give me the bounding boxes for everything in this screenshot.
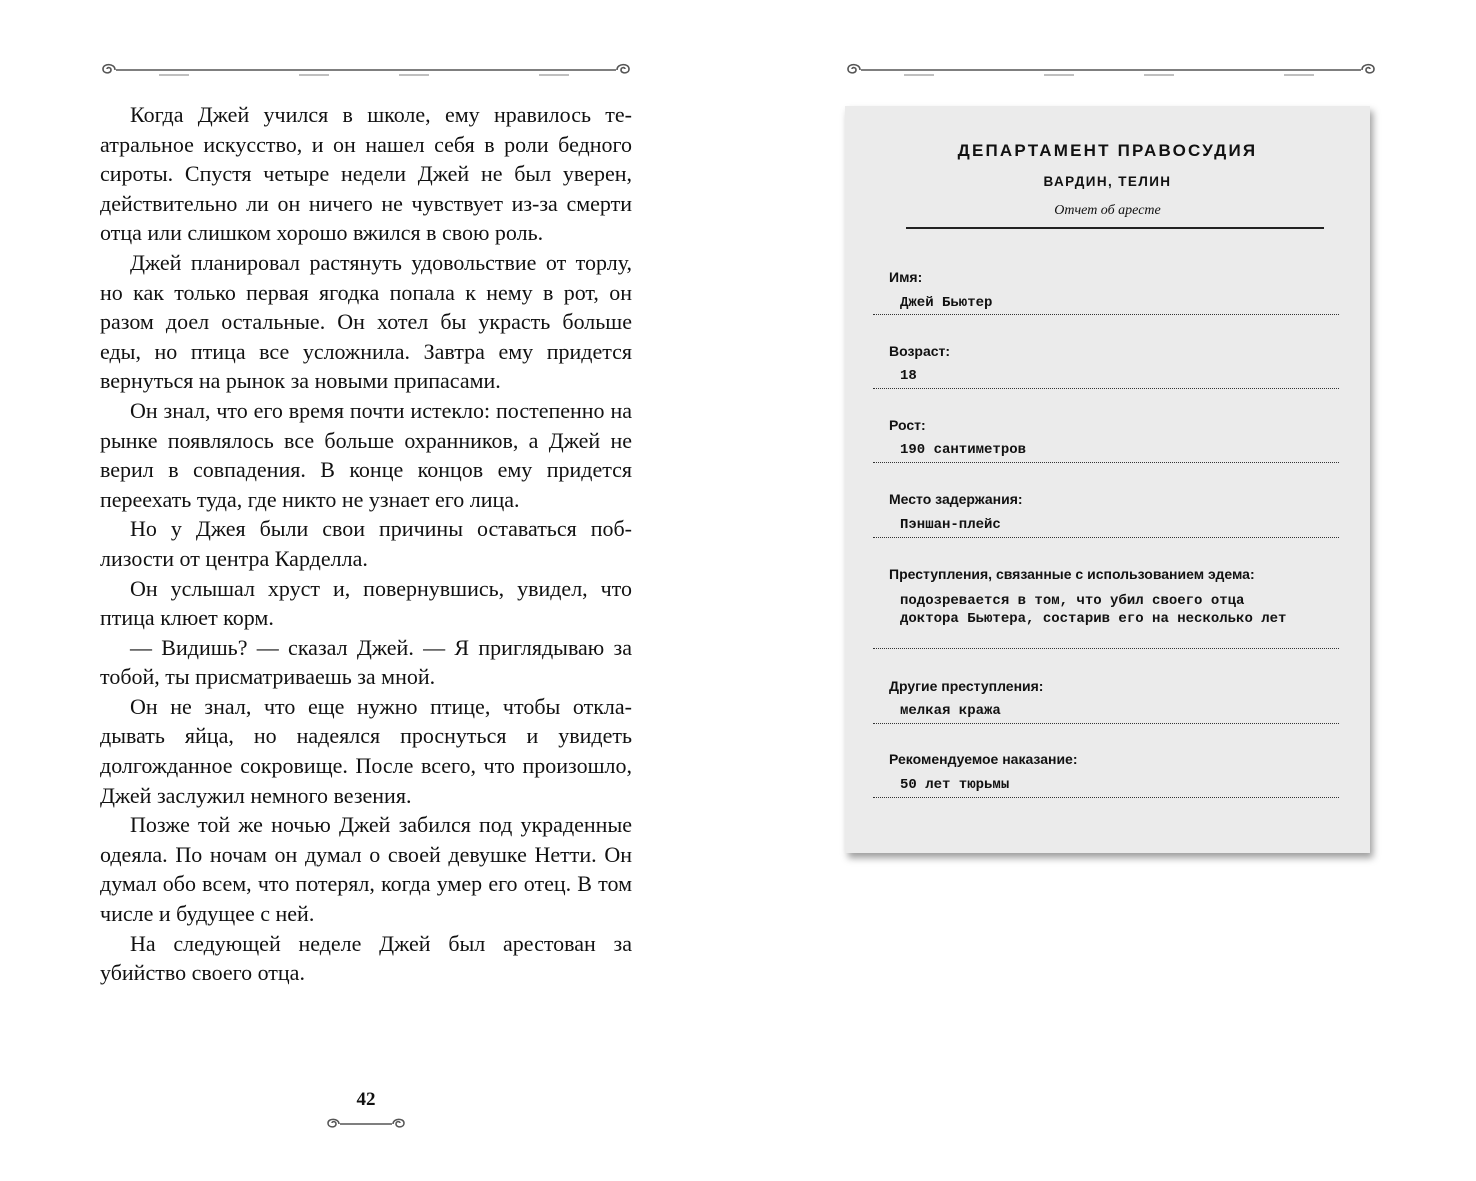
field-value-arrest-place: Пэншан-плейс — [900, 517, 1001, 533]
field-label-eden-crimes: Преступления, связанные с использованием эдема: — [889, 566, 1255, 582]
field-divider — [873, 537, 1339, 538]
field-value-other-crimes: мелкая кража — [900, 703, 1001, 719]
report-doc-type: Отчет об аресте — [1054, 203, 1161, 218]
page-number: 42 — [356, 1089, 376, 1110]
field-label-height: Рост: — [889, 417, 926, 433]
field-divider — [873, 462, 1339, 463]
field-divider — [873, 648, 1339, 649]
header-ornament-left — [99, 58, 633, 82]
paragraph: Он знал, что его время почти истекло: постепенно на рынке появлялось все больше охранников, а Джей не верил в совпадения. В конце концов ему придется переехать туда, где никто не узнает его лица. — [100, 397, 632, 512]
field-value-height: 190 сантиметров — [900, 442, 1027, 458]
field-value-eden-crimes: подозревается в том, что убил своего отца доктора Бьютера, состарив его на несколько лет — [900, 593, 1287, 627]
field-divider — [873, 797, 1339, 798]
paragraph: Джей планировал растянуть удовольствие от торлу, но как только первая ягодка попала к нему в рот, он разом доел остальные. Он хотел бы украсть больше еды, но птица все усложнила. Завтра ему придется вернуться на рынок за новыми припасами. — [100, 249, 632, 394]
body-text — [100, 100, 632, 988]
field-divider — [873, 388, 1339, 389]
field-divider — [873, 723, 1339, 724]
paragraph: Он услышал хруст и, повернувшись, увидел, что птица клюет корм. — [100, 575, 632, 631]
field-label-name: Имя: — [889, 269, 923, 285]
paragraph: — Видишь? — сказал Джей. — Я приглядываю за тобой, ты присматриваешь за мной. — [100, 634, 632, 690]
field-label-other-crimes: Другие преступления: — [889, 678, 1044, 694]
paragraph: На следующей неделе Джей был арестован за убийство своего отца. — [100, 930, 632, 986]
field-label-punishment: Рекомендуемое наказание: — [889, 751, 1078, 767]
report-header-rule — [906, 227, 1324, 229]
field-value-name: Джей Бьютер — [900, 295, 993, 311]
header-ornament-right — [844, 58, 1378, 82]
paragraph: Но у Джея были свои причины оставаться поблизости от центра Карделла. — [100, 516, 632, 571]
paragraph: Когда Джей учился в школе, ему нравилось театральное искусство, и он нашел себя в роли бедного сироты. Спустя четыре недели Джей не был уверен, действительно ли он ничего не чувствует из-за смерти отца или слишком хорошо вжился в свою роль. — [100, 102, 632, 246]
report-officer: ВАРДИН, ТЕЛИН — [1043, 174, 1172, 189]
footer-ornament — [325, 1114, 407, 1138]
field-label-age: Возраст: — [889, 343, 951, 359]
paragraph: Он не знал, что еще нужно птице, чтобы откладывать яйца, но надеялся проснуться и увидеть долгожданное сокровище. После всего, что произошло, Джей заслужил немного везения. — [100, 693, 632, 808]
report-department: ДЕПАРТАМЕНТ ПРАВОСУДИЯ — [957, 141, 1258, 160]
field-value-age: 18 — [900, 368, 917, 384]
field-label-arrest-place: Место задержания: — [889, 491, 1023, 507]
field-value-punishment: 50 лет тюрьмы — [900, 777, 1010, 793]
field-divider — [873, 314, 1339, 315]
paragraph: Позже той же ночью Джей забился под украденные одеяла. По ночам он думал о своей девушке Нетти. Он думал обо всем, что потерял, когда умер его отец. В том числе и будущее с ней. — [100, 812, 632, 927]
